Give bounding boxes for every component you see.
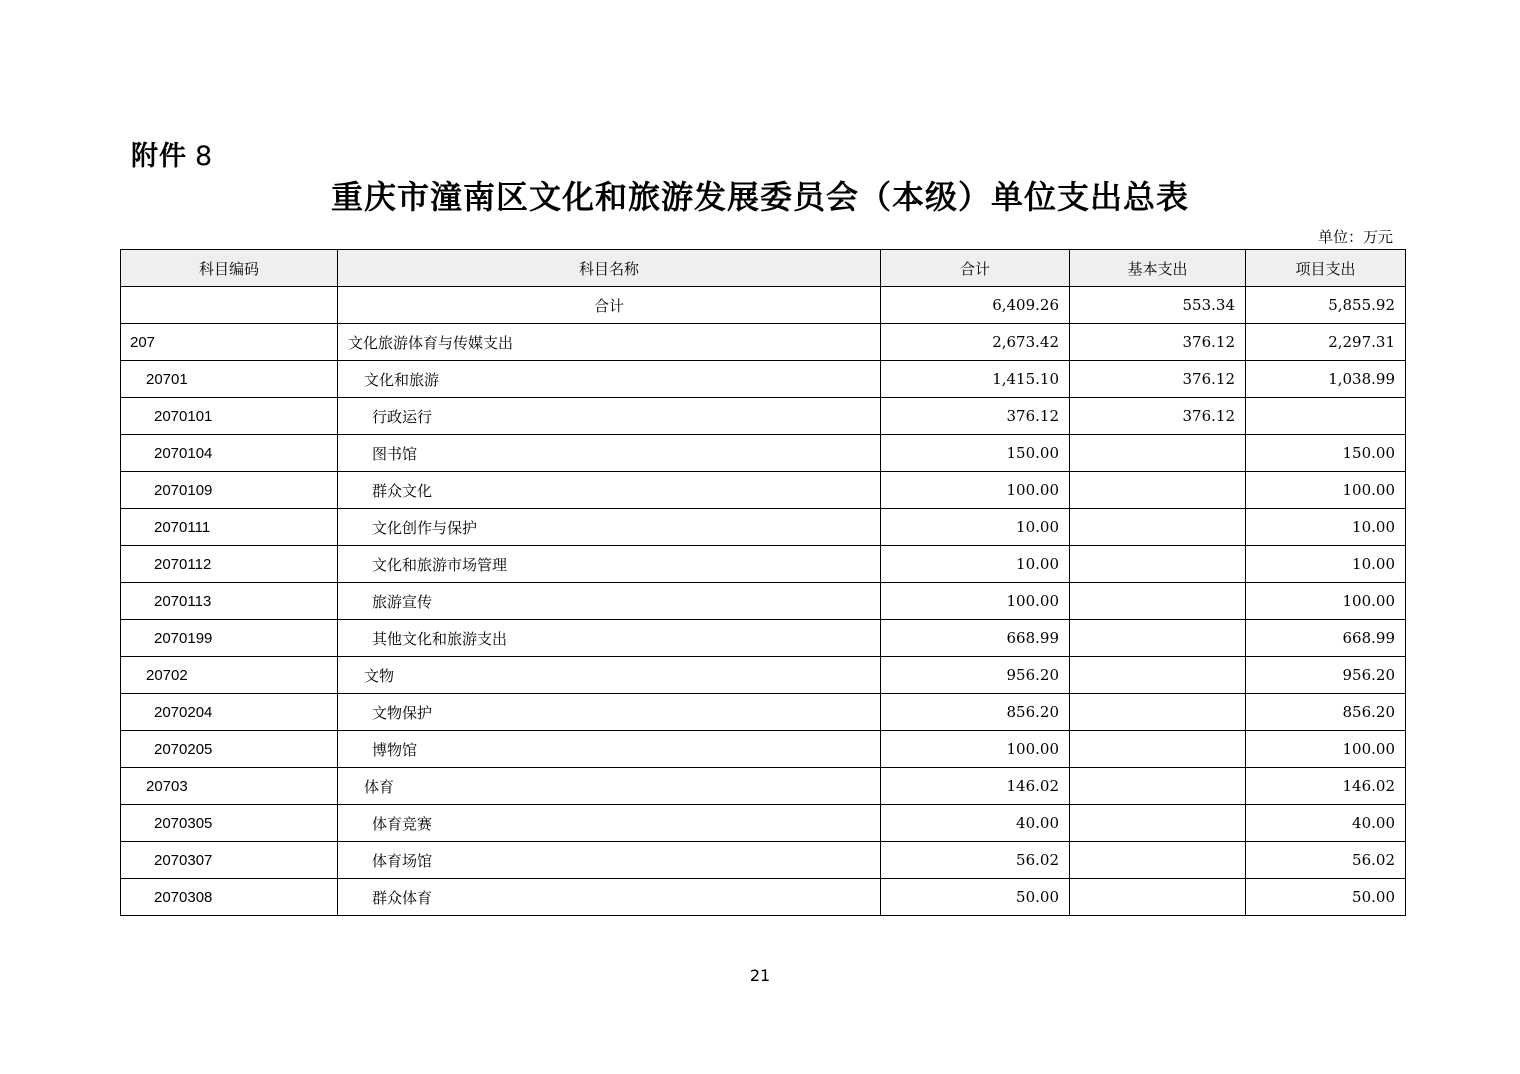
basic-cell [1070, 842, 1246, 879]
total-basic-cell: 553.34 [1070, 287, 1246, 324]
attachment-label [131, 134, 213, 173]
total-name-cell: 合计 [338, 287, 881, 324]
attachment-number: 8 [195, 141, 214, 172]
page-title: 重庆市潼南区文化和旅游发展委员会（本级）单位支出总表 [330, 178, 1189, 216]
project-cell [1246, 398, 1406, 435]
table-row [121, 472, 1406, 509]
table-row [121, 509, 1406, 546]
basic-cell [1070, 694, 1246, 731]
total-cell: 956.20 [881, 657, 1070, 694]
basic-cell [1070, 879, 1246, 916]
name-cell: 文物保护 [338, 694, 881, 731]
code-cell: 2070305 [121, 805, 338, 842]
table-header-row [121, 250, 1406, 287]
total-total-cell: 6,409.26 [881, 287, 1070, 324]
attachment-text: 附件 [131, 141, 187, 172]
total-cell: 50.00 [881, 879, 1070, 916]
project-cell: 2,297.31 [1246, 324, 1406, 361]
project-cell: 956.20 [1246, 657, 1406, 694]
project-cell: 100.00 [1246, 731, 1406, 768]
code-cell: 20703 [121, 768, 338, 805]
total-cell: 146.02 [881, 768, 1070, 805]
table-row [121, 324, 1406, 361]
name-cell: 体育场馆 [338, 842, 881, 879]
table-row [121, 435, 1406, 472]
basic-cell [1070, 657, 1246, 694]
total-cell: 100.00 [881, 731, 1070, 768]
basic-cell [1070, 509, 1246, 546]
name-cell: 文化旅游体育与传媒支出 [338, 324, 881, 361]
basic-cell [1070, 546, 1246, 583]
name-cell: 旅游宣传 [338, 583, 881, 620]
project-cell: 100.00 [1246, 583, 1406, 620]
basic-cell: 376.12 [1070, 398, 1246, 435]
code-cell: 20702 [121, 657, 338, 694]
name-cell: 文化创作与保护 [338, 509, 881, 546]
total-project-cell: 5,855.92 [1246, 287, 1406, 324]
basic-cell [1070, 731, 1246, 768]
code-cell: 2070112 [121, 546, 338, 583]
code-cell: 2070204 [121, 694, 338, 731]
name-cell: 群众文化 [338, 472, 881, 509]
total-cell: 1,415.10 [881, 361, 1070, 398]
code-cell: 2070101 [121, 398, 338, 435]
project-cell: 146.02 [1246, 768, 1406, 805]
project-cell: 10.00 [1246, 509, 1406, 546]
basic-cell [1070, 805, 1246, 842]
table-row [121, 694, 1406, 731]
total-row [121, 287, 1406, 324]
code-cell: 2070307 [121, 842, 338, 879]
name-cell: 图书馆 [338, 435, 881, 472]
table-row [121, 805, 1406, 842]
total-cell: 56.02 [881, 842, 1070, 879]
unit-label: 单位：万元 [1317, 228, 1393, 246]
basic-cell [1070, 472, 1246, 509]
page-number: 21 [749, 966, 771, 985]
table-row [121, 768, 1406, 805]
header-name: 科目名称 [338, 250, 881, 287]
project-cell: 668.99 [1246, 620, 1406, 657]
table-row [121, 546, 1406, 583]
total-cell: 668.99 [881, 620, 1070, 657]
table-row [121, 361, 1406, 398]
total-cell: 10.00 [881, 509, 1070, 546]
project-cell: 100.00 [1246, 472, 1406, 509]
header-code: 科目编码 [121, 250, 338, 287]
code-cell: 20701 [121, 361, 338, 398]
total-code-cell [121, 287, 338, 324]
project-cell: 40.00 [1246, 805, 1406, 842]
name-cell: 文化和旅游市场管理 [338, 546, 881, 583]
total-cell: 10.00 [881, 546, 1070, 583]
code-cell: 2070104 [121, 435, 338, 472]
basic-cell [1070, 768, 1246, 805]
table-row [121, 583, 1406, 620]
project-cell: 856.20 [1246, 694, 1406, 731]
table-row [121, 398, 1406, 435]
basic-cell: 376.12 [1070, 361, 1246, 398]
code-cell: 2070308 [121, 879, 338, 916]
total-cell: 100.00 [881, 583, 1070, 620]
total-cell: 2,673.42 [881, 324, 1070, 361]
name-cell: 体育竞赛 [338, 805, 881, 842]
basic-cell [1070, 435, 1246, 472]
project-cell: 50.00 [1246, 879, 1406, 916]
table-row [121, 731, 1406, 768]
name-cell: 博物馆 [338, 731, 881, 768]
code-cell: 2070109 [121, 472, 338, 509]
code-cell: 2070199 [121, 620, 338, 657]
name-cell: 文化和旅游 [338, 361, 881, 398]
project-cell: 56.02 [1246, 842, 1406, 879]
table-row [121, 842, 1406, 879]
name-cell: 群众体育 [338, 879, 881, 916]
header-total: 合计 [881, 250, 1070, 287]
total-cell: 100.00 [881, 472, 1070, 509]
code-cell: 207 [121, 324, 338, 361]
code-cell: 2070205 [121, 731, 338, 768]
basic-cell [1070, 583, 1246, 620]
code-cell: 2070113 [121, 583, 338, 620]
expenditure-table [120, 249, 1406, 916]
name-cell: 其他文化和旅游支出 [338, 620, 881, 657]
table-row [121, 657, 1406, 694]
basic-cell [1070, 620, 1246, 657]
header-project: 项目支出 [1246, 250, 1406, 287]
name-cell: 体育 [338, 768, 881, 805]
project-cell: 150.00 [1246, 435, 1406, 472]
total-cell: 376.12 [881, 398, 1070, 435]
project-cell: 10.00 [1246, 546, 1406, 583]
name-cell: 文物 [338, 657, 881, 694]
code-cell: 2070111 [121, 509, 338, 546]
table-row [121, 879, 1406, 916]
project-cell: 1,038.99 [1246, 361, 1406, 398]
table-row [121, 620, 1406, 657]
total-cell: 150.00 [881, 435, 1070, 472]
total-cell: 40.00 [881, 805, 1070, 842]
total-cell: 856.20 [881, 694, 1070, 731]
header-basic: 基本支出 [1070, 250, 1246, 287]
basic-cell: 376.12 [1070, 324, 1246, 361]
name-cell: 行政运行 [338, 398, 881, 435]
